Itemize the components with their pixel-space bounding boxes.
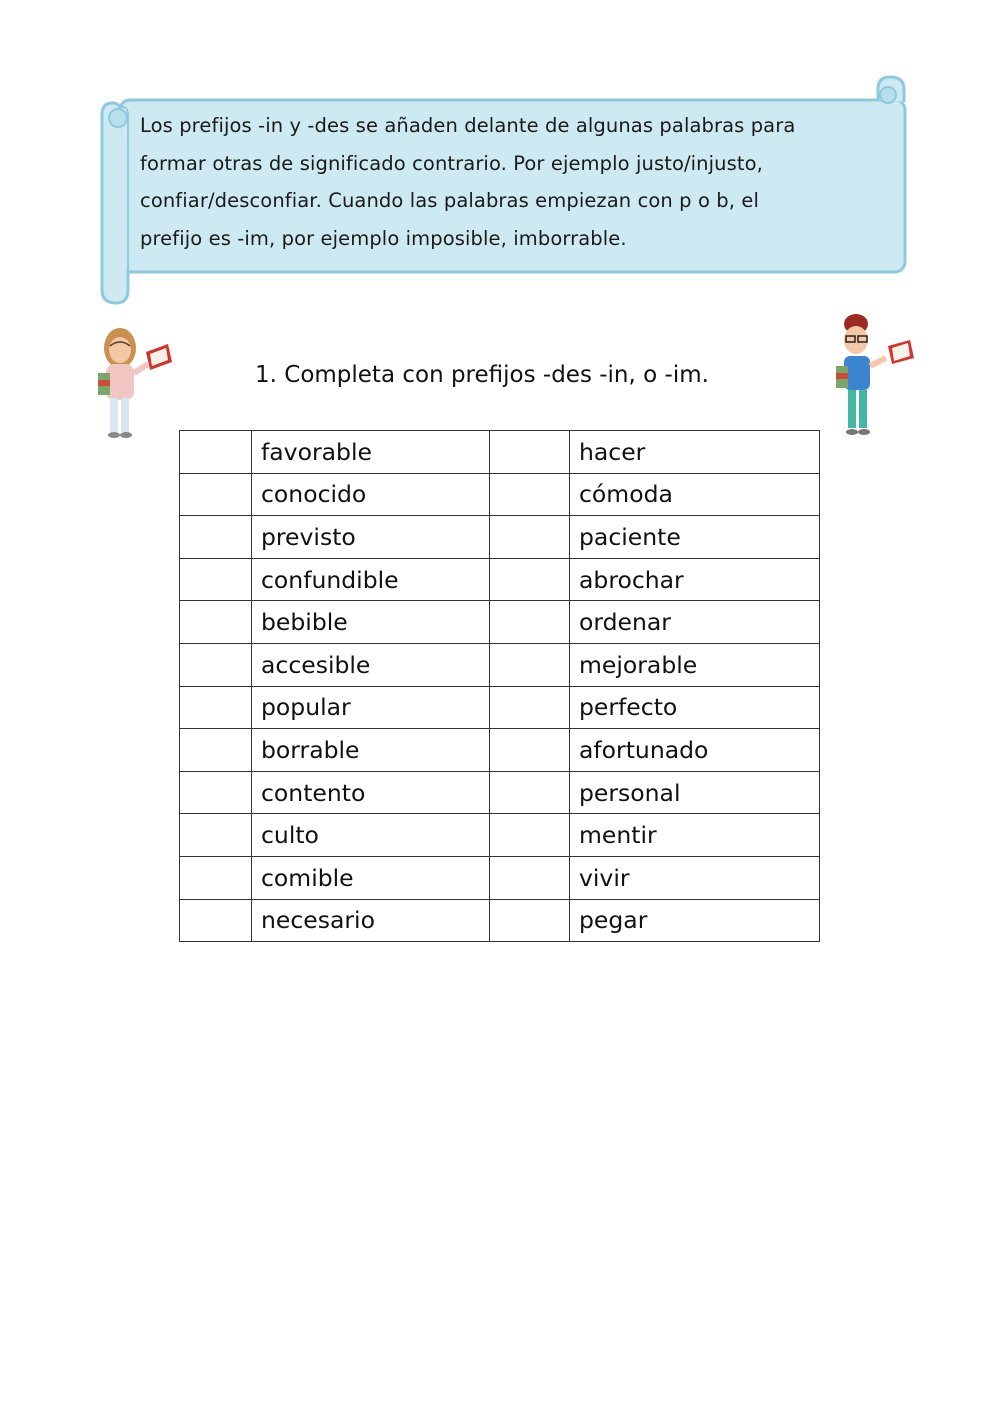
word-left: bebible (252, 601, 490, 644)
table-row (180, 686, 820, 729)
table-row (180, 899, 820, 942)
prefix-blank-left[interactable] (180, 814, 252, 857)
word-left: favorable (252, 431, 490, 474)
prefix-blank-right[interactable] (490, 771, 570, 814)
prefix-blank-left[interactable] (180, 431, 252, 474)
word-right: personal (570, 771, 820, 814)
table-row (180, 771, 820, 814)
table-row (180, 856, 820, 899)
table-row (180, 729, 820, 772)
prefix-blank-right[interactable] (490, 516, 570, 559)
prefix-blank-left[interactable] (180, 771, 252, 814)
word-left: confundible (252, 558, 490, 601)
table-row (180, 431, 820, 474)
word-left: culto (252, 814, 490, 857)
prefix-blank-left[interactable] (180, 601, 252, 644)
table-row (180, 601, 820, 644)
word-right: perfecto (570, 686, 820, 729)
word-right: pegar (570, 899, 820, 942)
prefix-blank-right[interactable] (490, 814, 570, 857)
intro-line: formar otras de significado contrario. Por ejemplo justo/injusto, (140, 151, 763, 175)
word-left: popular (252, 686, 490, 729)
word-left: previsto (252, 516, 490, 559)
prefix-blank-left[interactable] (180, 516, 252, 559)
prefix-blank-left[interactable] (180, 686, 252, 729)
prefix-blank-right[interactable] (490, 601, 570, 644)
intro-line: prefijo es -im, por ejemplo imposible, imborrable. (140, 226, 627, 250)
word-left: conocido (252, 473, 490, 516)
table-row (180, 558, 820, 601)
prefix-blank-left[interactable] (180, 473, 252, 516)
word-left: necesario (252, 899, 490, 942)
word-right: mejorable (570, 643, 820, 686)
teacher-avatar-left-icon (88, 318, 178, 440)
word-right: ordenar (570, 601, 820, 644)
word-right: paciente (570, 516, 820, 559)
intro-text (140, 107, 885, 257)
prefix-blank-left[interactable] (180, 856, 252, 899)
word-right: mentir (570, 814, 820, 857)
exercise-title: 1. Completa con prefijos -des -in, o -im. (255, 362, 709, 388)
word-left: contento (252, 771, 490, 814)
prefix-blank-right[interactable] (490, 473, 570, 516)
prefix-word-table (179, 430, 820, 942)
word-left: accesible (252, 643, 490, 686)
intro-line: Los prefijos -in y -des se añaden delante de algunas palabras para (140, 114, 796, 137)
prefix-blank-left[interactable] (180, 643, 252, 686)
prefix-blank-left[interactable] (180, 899, 252, 942)
intro-line: confiar/desconfiar. Cuando las palabras empiezan con p o b, el (140, 189, 759, 212)
table-row (180, 516, 820, 559)
prefix-blank-left[interactable] (180, 558, 252, 601)
word-left: borrable (252, 729, 490, 772)
table-row (180, 643, 820, 686)
word-right: abrochar (570, 558, 820, 601)
prefix-blank-right[interactable] (490, 729, 570, 772)
word-right: afortunado (570, 729, 820, 772)
word-right: hacer (570, 431, 820, 474)
prefix-blank-left[interactable] (180, 729, 252, 772)
word-right: vivir (570, 856, 820, 899)
word-left: comible (252, 856, 490, 899)
table-row (180, 814, 820, 857)
info-scroll-banner (98, 75, 908, 307)
prefix-blank-right[interactable] (490, 899, 570, 942)
table-row (180, 473, 820, 516)
prefix-blank-right[interactable] (490, 431, 570, 474)
prefix-blank-right[interactable] (490, 643, 570, 686)
prefix-blank-right[interactable] (490, 558, 570, 601)
word-right: cómoda (570, 473, 820, 516)
prefix-blank-right[interactable] (490, 686, 570, 729)
prefix-blank-right[interactable] (490, 856, 570, 899)
teacher-avatar-right-icon (832, 310, 922, 438)
